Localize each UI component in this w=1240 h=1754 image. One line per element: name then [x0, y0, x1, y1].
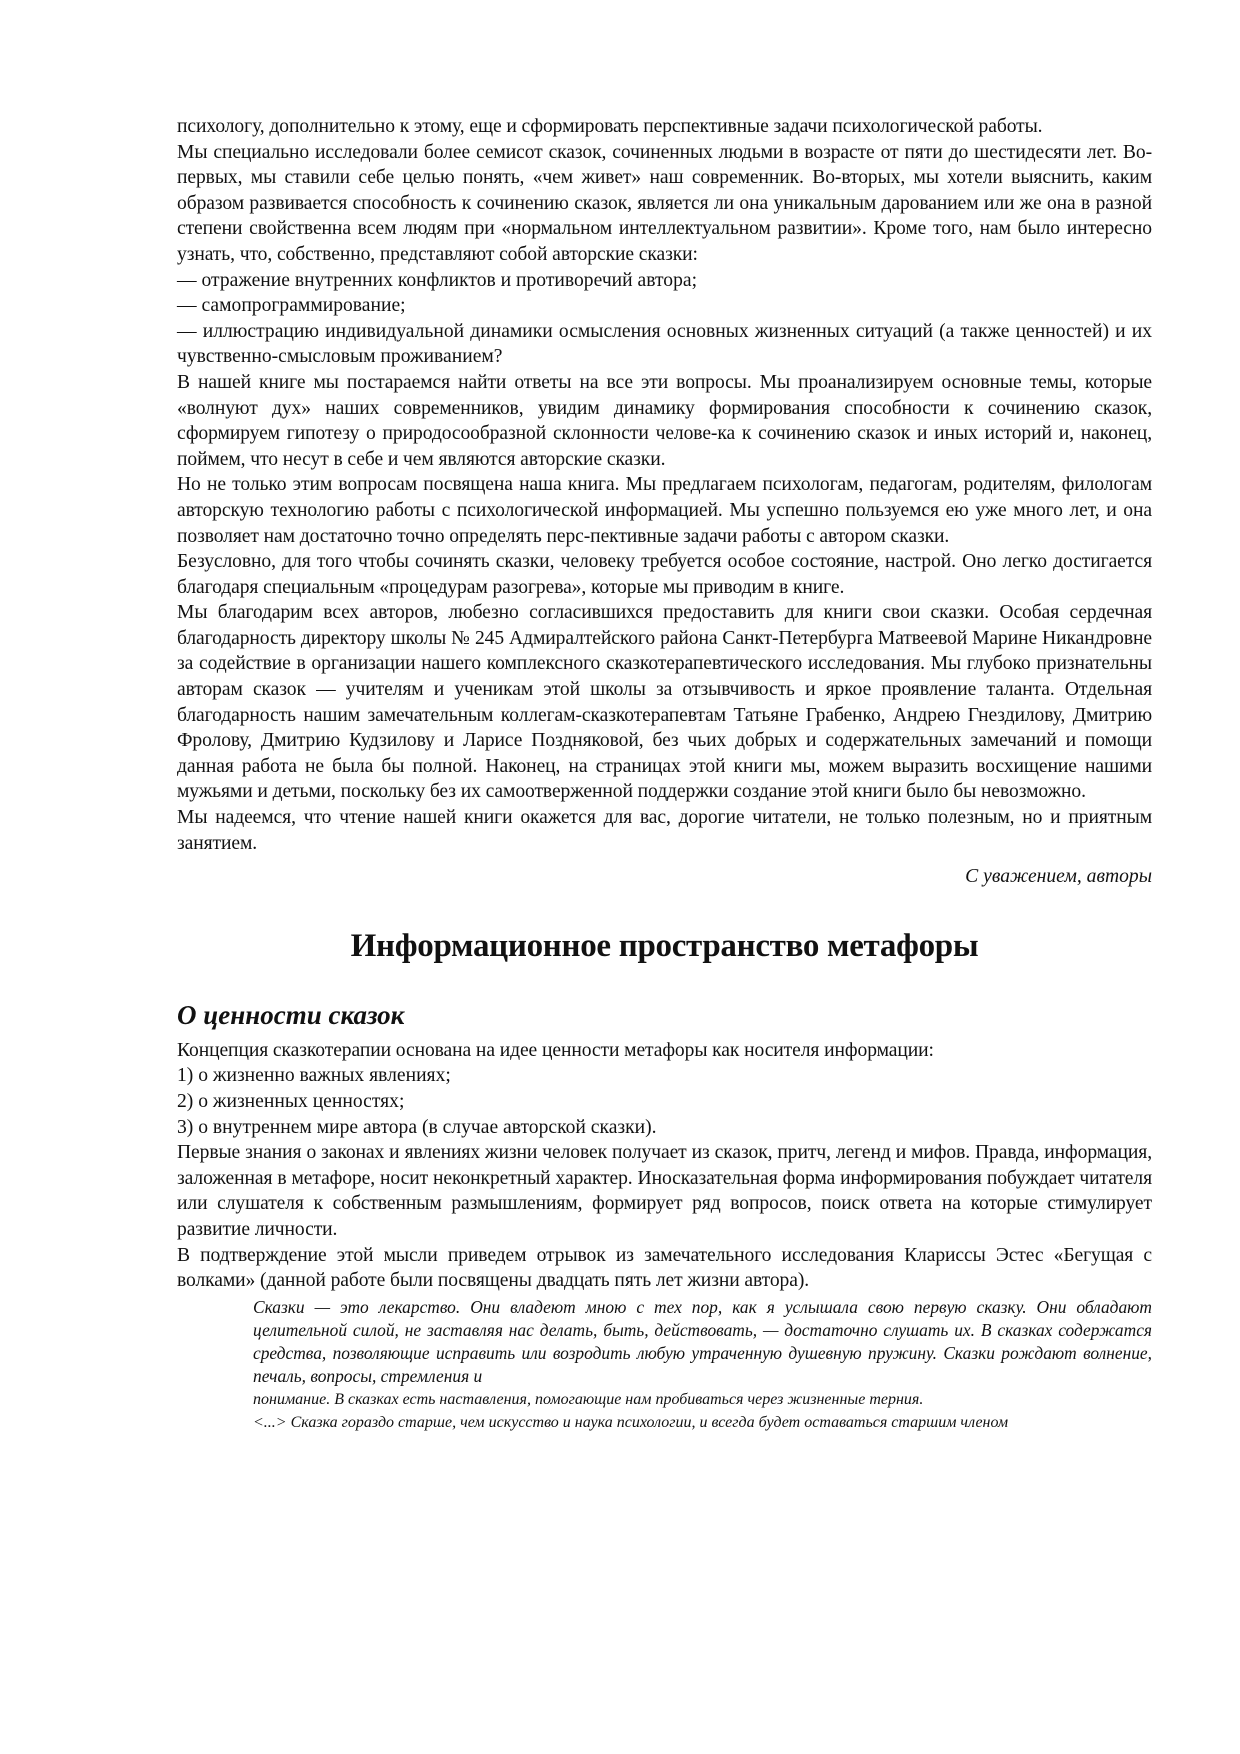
intro-paragraph-3: В нашей книге мы постараемся найти ответы на все эти вопросы. Мы проанализируем основные темы, которые «волнуют дух» наших современников, увидим динамику формирования способности к сочинению сказок, сформируем гипотезу о природосообразной склонности челове-ка к сочинению сказок и иных историй и, наконец, поймем, что несут в себе и чем являются авторские сказки. — [177, 371, 1152, 470]
section-list-item-1: 1) о жизненно важных явлениях; — [177, 1065, 451, 1087]
section-list-item-3: 3) о внутреннем мире автора (в случае авторской сказки). — [177, 1116, 657, 1138]
intro-list-item-3: — иллюстрацию индивидуальной динамики осмысления основных жизненных ситуаций (а также ценностей) и их чувственно-смысловым проживанием? — [177, 320, 1152, 368]
section-lead: Концепция сказкотерапии основана на идее ценности метафоры как носителя информации: — [177, 1039, 934, 1061]
chapter-title: Информационное пространство метафоры — [350, 927, 979, 964]
quote-line-last: <...> Сказка гораздо старше, чем искусство и наука психологии, и всегда будет оставаться старшим членом — [253, 1413, 1009, 1431]
intro-paragraph-6: Мы благодарим всех авторов, любезно согласившихся предоставить для книги свои сказки. Особая сердечная благодарность директору школы № 245 Адмиралтейского района Санкт-Петербурга Матвеевой Марине Никандровне за содействие в организации нашего комплексного сказкотерапевтического исследования. Мы глубоко признательны авторам сказок — учителям и ученикам этой школы за отзывчивость и яркое проявление таланта. Отдельная благодарность нашим замечательным коллегам-сказкотерапевтам Татьяне Грабенко, Андрею Гнездилову, Дмитрию Фролову, Дмитрию Кудзилову и Ларисе Поздняковой, без чьих добрых и содержательных замечаний и помощи данная работа не была бы полной. Наконец, на страницах этой книги мы, можем выразить восхищение нашими мужьями и детьми, поскольку без их самоотверженной поддержки создание этой книги было бы невозможно. — [177, 602, 1152, 803]
quote-main: Сказки — это лекарство. Они владеют мною с тех пор, как я услышала свою первую сказку. Они обладают целительной силой, не заставляя нас делать, быть, действовать, — достаточно слушать их. В сказках содержатся средства, позволяющие исправить или возродить любую утраченную душевную пружину. Сказки рождают волнение, печаль, вопросы, стремления и — [253, 1296, 1152, 1386]
intro-list — [177, 268, 1152, 370]
intro-list-item-1: — отражение внутренних конфликтов и противоречий автора; — [177, 269, 698, 291]
signature: С уважением, авторы — [965, 866, 1152, 888]
document-page — [177, 114, 1152, 1434]
intro-paragraph-1: психологу, дополнительно к этому, еще и сформировать перспективные задачи психологической работы. — [177, 116, 1043, 137]
intro-paragraph-5: Безусловно, для того чтобы сочинять сказки, человеку требуется особое состояние, настрой. Оно легко достигается благодаря специальным «процедурам разогрева», которые мы приводим в книге. — [177, 551, 1152, 598]
section-list-item-2: 2) о жизненных ценностях; — [177, 1091, 405, 1112]
quote-block — [253, 1296, 1152, 1434]
quote-line-tail: понимание. В сказках есть наставления, помогающие нам пробиваться через жизненные терния. — [253, 1390, 924, 1408]
intro-list-item-2: — самопрограммирование; — [177, 295, 406, 317]
intro-paragraph-2: Мы специально исследовали более семисот сказок, сочиненных людьми в возрасте от пяти до шестидесяти лет. Во-первых, мы ставили себе целью понять, «чем живет» наш современник. Во-вторых, мы хотели выяснить, каким образом развивается способность к сочинению сказок, является ли она уникальным дарованием или же она в разной степени свойственна всем людям при «нормальном интеллектуальном развитии». Кроме того, нам было интересно узнать, что, собственно, представляют собой авторские сказки: — [177, 141, 1152, 265]
intro-paragraph-4: Но не только этим вопросам посвящена наша книга. Мы предлагаем психологам, педагогам, родителям, филологам авторскую технологию работы с психологической информацией. Мы успешно пользуемся ею уже много лет, и она позволяет нам достаточно точно определять перс-пективные задачи работы с автором сказки. — [177, 474, 1152, 547]
section-list — [177, 1063, 1152, 1140]
section-paragraph-1: Первые знания о законах и явлениях жизни человек получает из сказок, притч, легенд и мифов. Правда, информация, заложенная в метафоре, носит неконкретный характер. Иносказательная форма информирования побуждает читателя или слушателя к собственным размышлениям, формирует ряд вопросов, поиск ответа на которые стимулирует развитие личности. — [177, 1142, 1152, 1240]
section-title: О ценности сказок — [177, 999, 405, 1030]
intro-paragraph-7: Мы надеемся, что чтение нашей книги окажется для вас, дорогие читатели, не только полезным, но и приятным занятием. — [177, 807, 1152, 854]
section-paragraph-2: В подтверждение этой мысли приведем отрывок из замечательного исследования Клариссы Эстес «Бегущая с волками» (данной работе были посвящены двадцать пять лет жизни автора). — [177, 1244, 1152, 1292]
